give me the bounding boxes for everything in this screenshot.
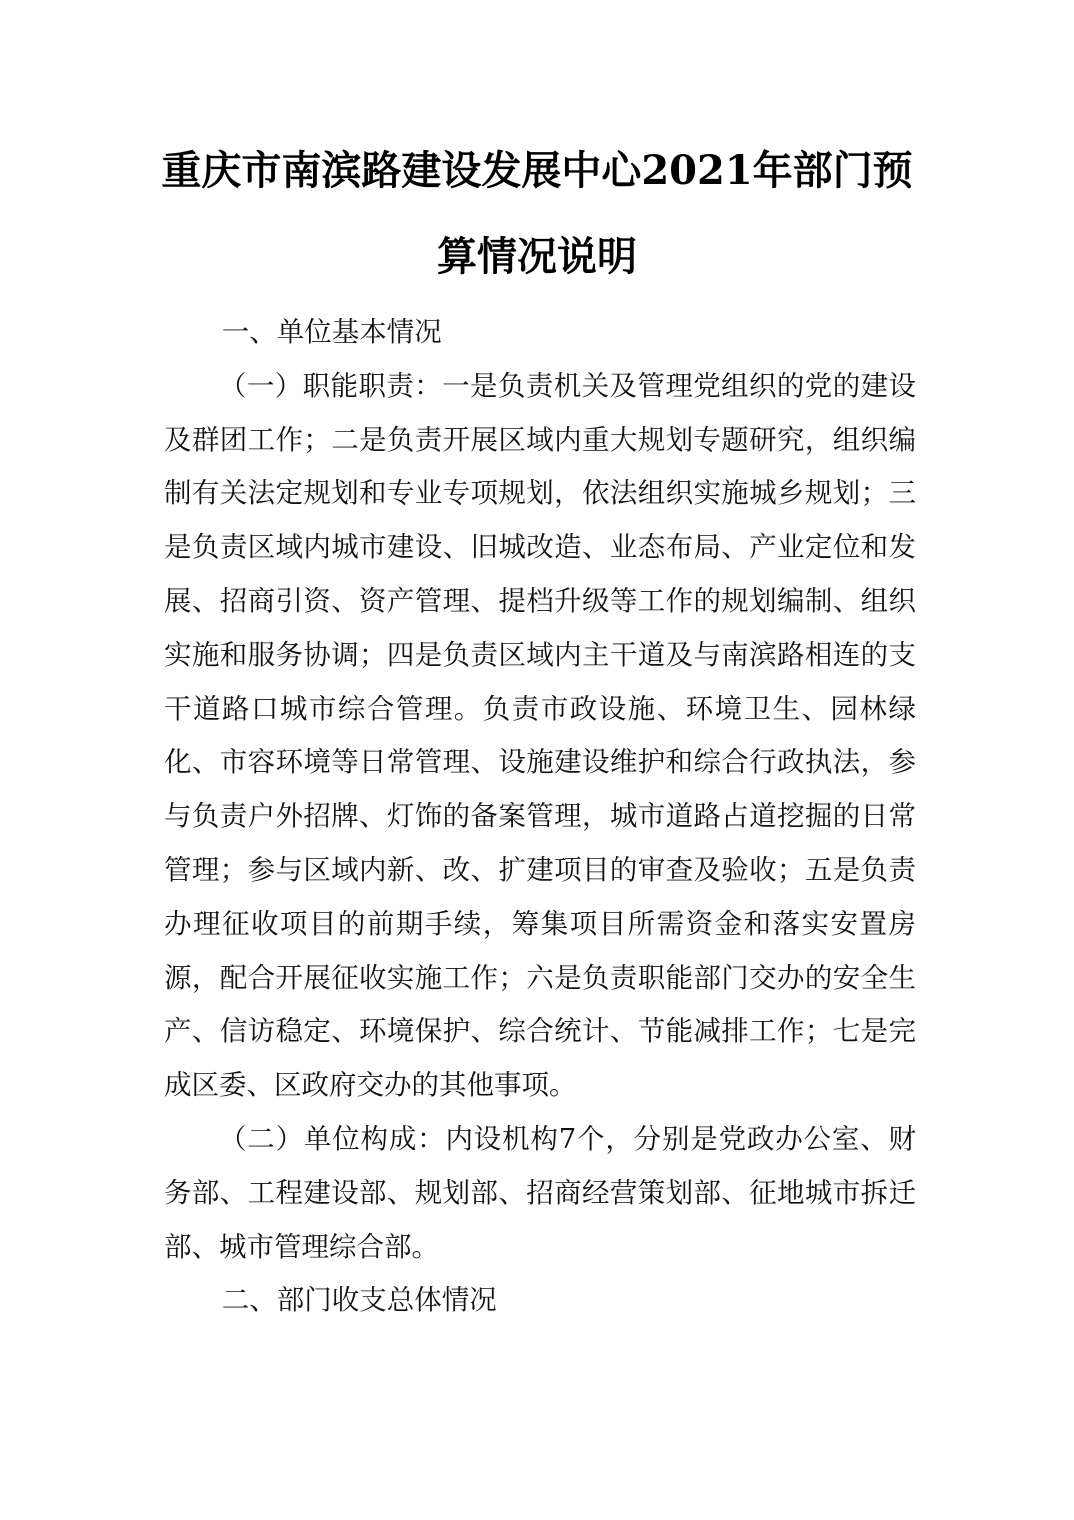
document-body (164, 306, 916, 1328)
paragraph-functions-duties: （一）职能职责：一是负责机关及管理党组织的党的建设及群团工作；二是负责开展区域内重大规划专题研究，组织编制有关法定规划和专业专项规划，依法组织实施城乡规划；三是负责区域内城市建设、旧城改造、业态布局、产业定位和发展、招商引资、资产管理、提档升级等工作的规划编制、组织实施和服务协调；四是负责区域内主干道及与南滨路相连的支干道路口城市综合管理。负责市政设施、环境卫生、园林绿化、市容环境等日常管理、设施建设维护和综合行政执法，参与负责户外招牌、灯饰的备案管理，城市道路占道挖掘的日常管理；参与区域内新、改、扩建项目的审查及验收；五是负责办理征收项目的前期手续，筹集项目所需资金和落实安置房源，配合开展征收实施工作；六是负责职能部门交办的安全生产、信访稳定、环境保护、综合统计、节能减排工作；七是完成区委、区政府交办的其他事项。 (164, 369, 916, 1102)
paragraph-unit-composition: （二）单位构成：内设机构7个，分别是党政办公室、财务部、工程建设部、规划部、招商经营策划部、征地城市拆迁部、城市管理综合部。 (164, 1122, 916, 1263)
document-title: 重庆市南滨路建设发展中心2021年部门预算情况说明 (161, 147, 913, 280)
section-heading-revenue-expenditure: 二、部门收支总体情况 (221, 1284, 497, 1317)
section-heading-basic-info: 一、单位基本情况 (221, 316, 442, 348)
